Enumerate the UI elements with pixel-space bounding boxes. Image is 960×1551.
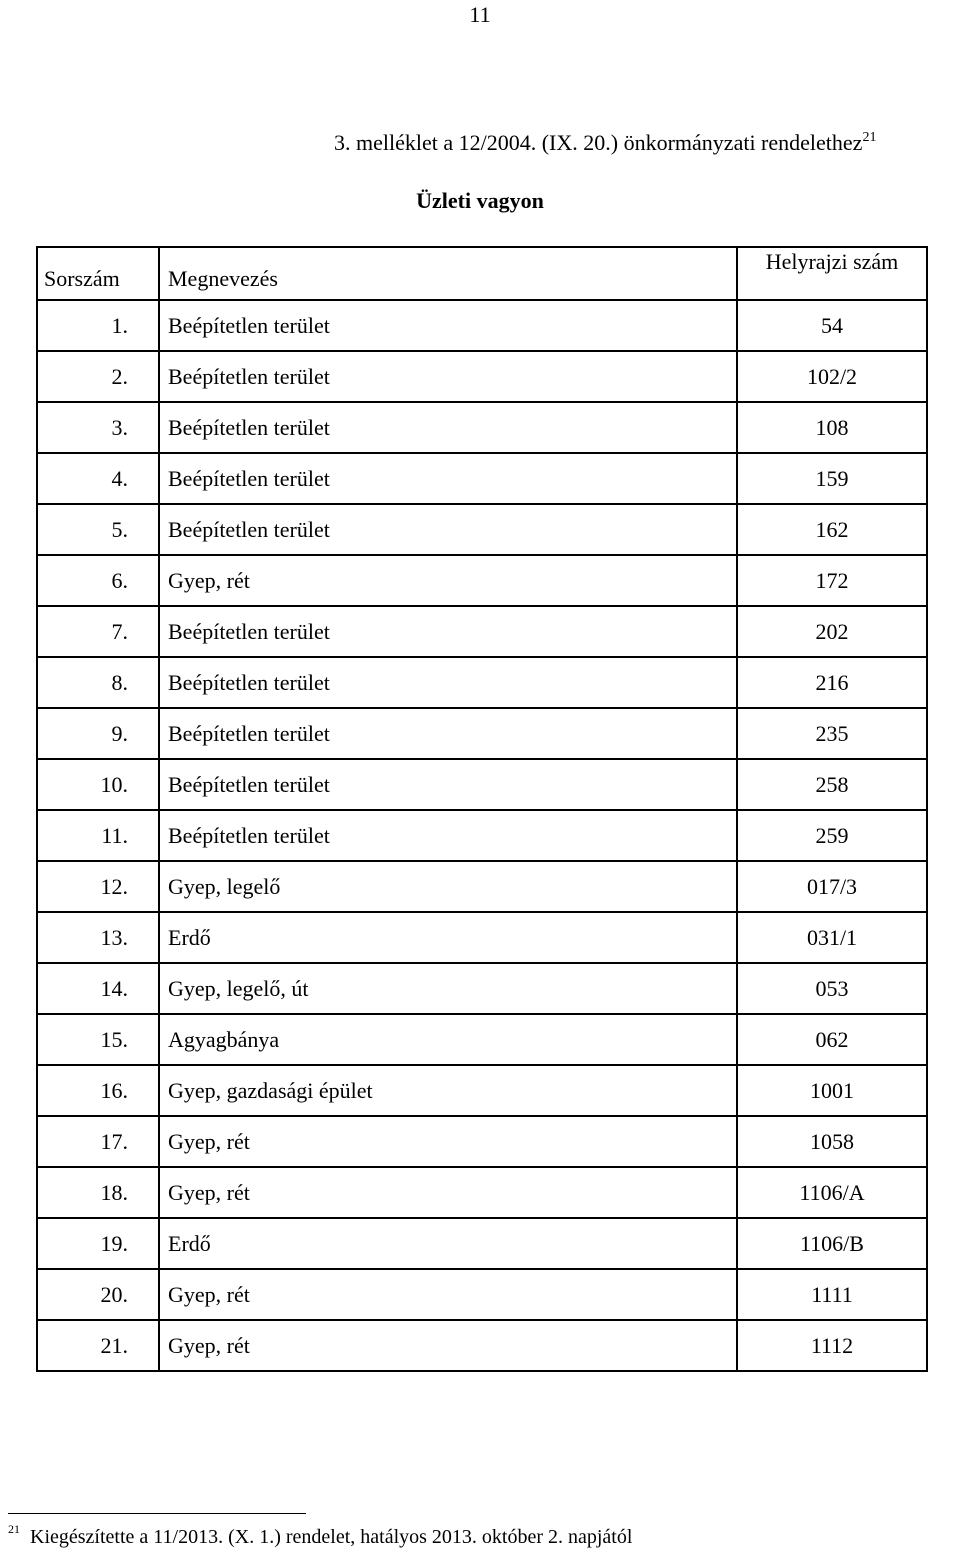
row-sorszam: 10.: [37, 759, 159, 810]
table-row: [37, 759, 927, 810]
row-helyrajzi-szam: 1001: [737, 1065, 927, 1116]
annex-title: [334, 130, 876, 156]
row-helyrajzi-szam: 1111: [737, 1269, 927, 1320]
row-helyrajzi-szam: 062: [737, 1014, 927, 1065]
row-megnevezes: Gyep, gazdasági épület: [159, 1065, 737, 1116]
row-megnevezes: Erdő: [159, 1218, 737, 1269]
row-helyrajzi-szam: 258: [737, 759, 927, 810]
table-row: [37, 810, 927, 861]
table-row: [37, 300, 927, 351]
row-helyrajzi-szam: 54: [737, 300, 927, 351]
row-helyrajzi-szam: 017/3: [737, 861, 927, 912]
row-helyrajzi-szam: 202: [737, 606, 927, 657]
row-megnevezes: Beépítetlen terület: [159, 351, 737, 402]
table-row: [37, 402, 927, 453]
row-sorszam: 14.: [37, 963, 159, 1014]
table-body: [37, 300, 927, 1371]
row-sorszam: 8.: [37, 657, 159, 708]
row-sorszam: 2.: [37, 351, 159, 402]
row-helyrajzi-szam: 1106/A: [737, 1167, 927, 1218]
document-title: Üzleti vagyon: [416, 188, 544, 213]
header-helyrajzi-szam: Helyrajzi szám: [737, 247, 927, 300]
row-sorszam: 18.: [37, 1167, 159, 1218]
table-row: [37, 453, 927, 504]
row-helyrajzi-szam: 053: [737, 963, 927, 1014]
row-megnevezes: Beépítetlen terület: [159, 606, 737, 657]
row-megnevezes: Gyep, rét: [159, 555, 737, 606]
table-row: [37, 1116, 927, 1167]
row-megnevezes: Gyep, legelő, út: [159, 963, 737, 1014]
row-sorszam: 17.: [37, 1116, 159, 1167]
row-sorszam: 21.: [37, 1320, 159, 1371]
row-megnevezes: Beépítetlen terület: [159, 504, 737, 555]
footnote-text: Kiegészítette a 11/2013. (X. 1.) rendelet, hatályos 2013. október 2. napjától: [30, 1526, 633, 1548]
row-sorszam: 4.: [37, 453, 159, 504]
footnote-mark: 21: [8, 1522, 20, 1536]
row-megnevezes: Gyep, legelő: [159, 861, 737, 912]
row-helyrajzi-szam: 1058: [737, 1116, 927, 1167]
row-helyrajzi-szam: 159: [737, 453, 927, 504]
row-sorszam: 5.: [37, 504, 159, 555]
row-sorszam: 12.: [37, 861, 159, 912]
table-row: [37, 657, 927, 708]
footnote-separator: [8, 1513, 306, 1514]
row-megnevezes: Beépítetlen terület: [159, 708, 737, 759]
footnote: [8, 1522, 632, 1549]
footnote-reference: 21: [862, 130, 877, 145]
table-row: [37, 606, 927, 657]
table-row: [37, 1014, 927, 1065]
header-megnevezes: Megnevezés: [159, 247, 737, 300]
page-number: 11: [469, 2, 491, 27]
row-sorszam: 11.: [37, 810, 159, 861]
row-megnevezes: Beépítetlen terület: [159, 657, 737, 708]
table-row: [37, 1167, 927, 1218]
row-helyrajzi-szam: 031/1: [737, 912, 927, 963]
row-helyrajzi-szam: 1112: [737, 1320, 927, 1371]
table-row: [37, 861, 927, 912]
row-sorszam: 6.: [37, 555, 159, 606]
row-helyrajzi-szam: 1106/B: [737, 1218, 927, 1269]
row-megnevezes: Beépítetlen terület: [159, 810, 737, 861]
row-sorszam: 13.: [37, 912, 159, 963]
annex-title-text: 3. melléklet a 12/2004. (IX. 20.) önkormányzati rendelethez: [334, 130, 863, 155]
table-row: [37, 912, 927, 963]
table-row: [37, 1065, 927, 1116]
row-helyrajzi-szam: 216: [737, 657, 927, 708]
row-megnevezes: Erdő: [159, 912, 737, 963]
row-helyrajzi-szam: 102/2: [737, 351, 927, 402]
row-sorszam: 15.: [37, 1014, 159, 1065]
row-sorszam: 19.: [37, 1218, 159, 1269]
table-row: [37, 963, 927, 1014]
row-sorszam: 7.: [37, 606, 159, 657]
row-megnevezes: Gyep, rét: [159, 1167, 737, 1218]
table-row: [37, 1218, 927, 1269]
row-megnevezes: Beépítetlen terület: [159, 759, 737, 810]
row-helyrajzi-szam: 235: [737, 708, 927, 759]
table-row: [37, 708, 927, 759]
row-sorszam: 9.: [37, 708, 159, 759]
row-sorszam: 16.: [37, 1065, 159, 1116]
row-sorszam: 3.: [37, 402, 159, 453]
row-helyrajzi-szam: 259: [737, 810, 927, 861]
row-megnevezes: Beépítetlen terület: [159, 300, 737, 351]
row-megnevezes: Gyep, rét: [159, 1116, 737, 1167]
table-header-row: [37, 247, 927, 300]
table-row: [37, 504, 927, 555]
row-helyrajzi-szam: 108: [737, 402, 927, 453]
table-row: [37, 555, 927, 606]
row-megnevezes: Beépítetlen terület: [159, 402, 737, 453]
header-sorszam: Sorszám: [37, 247, 159, 300]
table-row: [37, 1320, 927, 1371]
row-megnevezes: Agyagbánya: [159, 1014, 737, 1065]
asset-table: [36, 246, 928, 1372]
row-megnevezes: Beépítetlen terület: [159, 453, 737, 504]
table-row: [37, 351, 927, 402]
row-megnevezes: Gyep, rét: [159, 1269, 737, 1320]
row-megnevezes: Gyep, rét: [159, 1320, 737, 1371]
row-helyrajzi-szam: 172: [737, 555, 927, 606]
row-sorszam: 1.: [37, 300, 159, 351]
table-row: [37, 1269, 927, 1320]
row-sorszam: 20.: [37, 1269, 159, 1320]
row-helyrajzi-szam: 162: [737, 504, 927, 555]
